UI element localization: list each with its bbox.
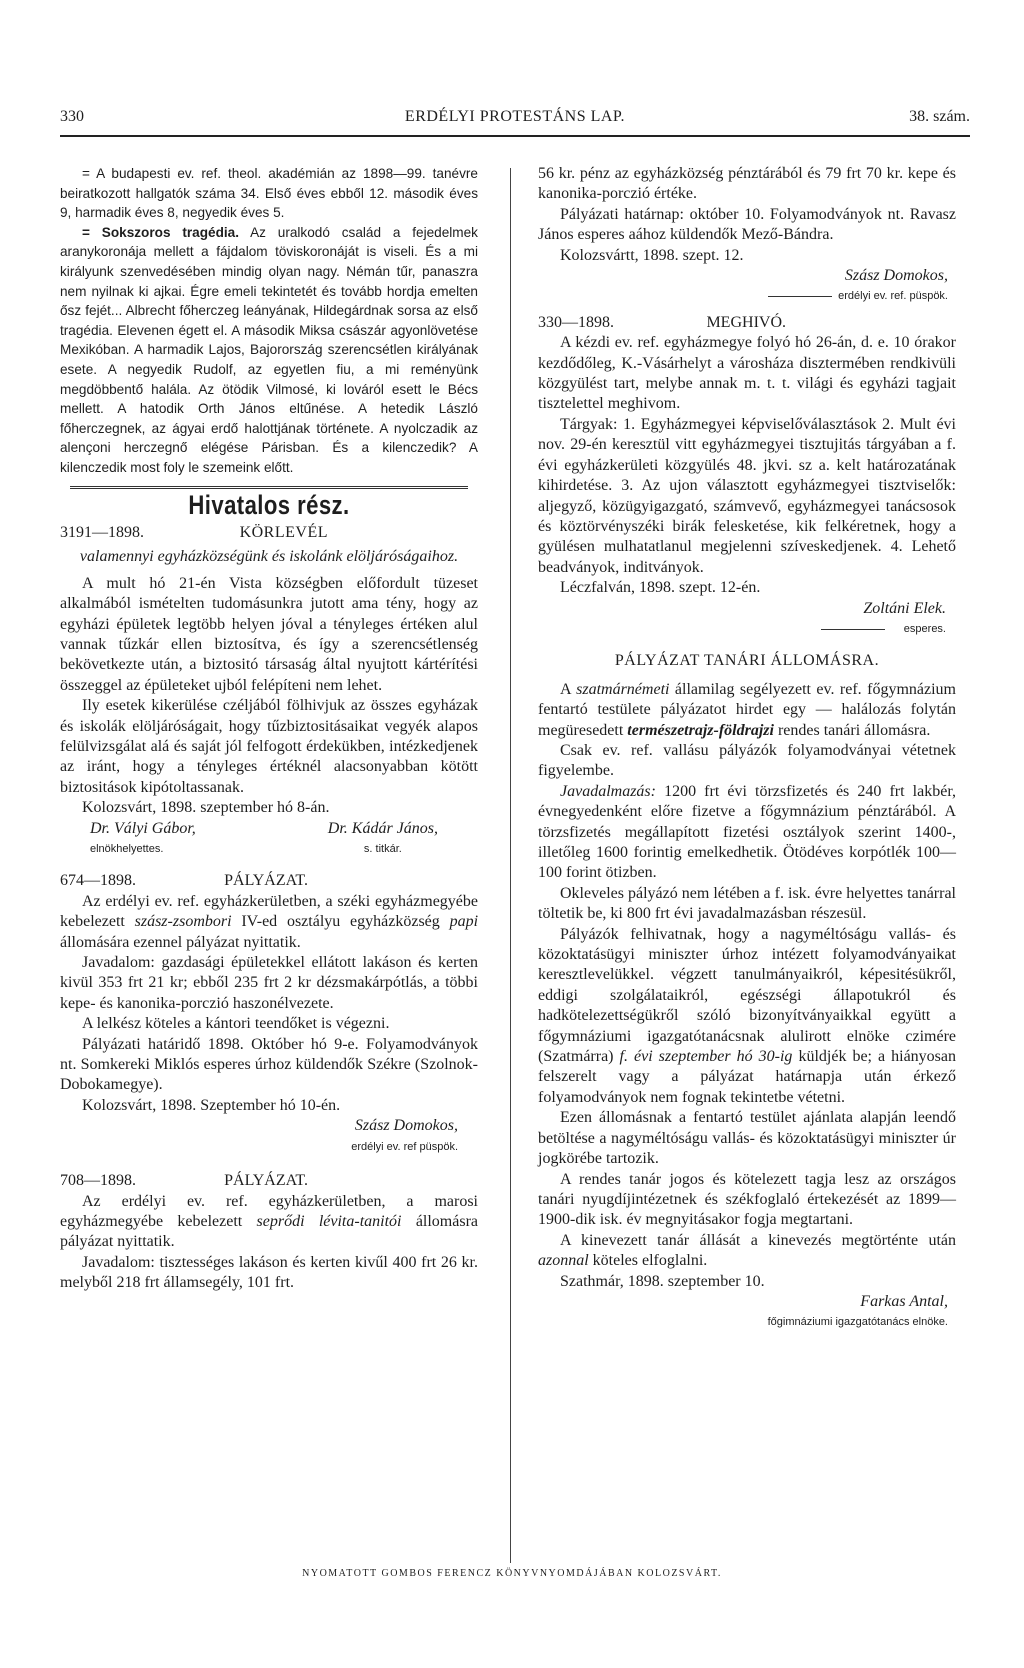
text-run: A kinevezett tanár állását a kinevezés megtörténte után — [560, 1231, 956, 1249]
signature-title-text: erdélyi ev. ref. püspök. — [838, 290, 948, 303]
invitation-number: 330—1898. — [538, 313, 614, 331]
signature-title — [538, 619, 946, 639]
circular-paragraph: Ily esetek kikerülése czéljából fölhivjuk az összes egyházak és iskolák elöljáróságait, hogy tűzbiztositásaikat vegyék alapos felülvizsgálat alá és saját jól felfogott érdekükben, intézkedjenek az iránt, hogy a tényleges értéknél alacsonyabban kötött biztositások kipótoltassanak. — [60, 697, 478, 796]
circular-title: KÖRLEVÉL — [239, 523, 328, 541]
header-rule — [60, 135, 970, 137]
signature-title — [538, 286, 948, 306]
signature-block — [538, 1292, 956, 1333]
signature-block — [328, 819, 438, 860]
post-name: papi — [449, 913, 479, 931]
text-run: állomására ezennel pályázat nyittatik. — [60, 933, 301, 951]
signature-block — [538, 266, 956, 307]
signature-title: erdélyi ev. ref püspök. — [351, 1140, 458, 1153]
signature-block — [538, 599, 956, 640]
announcement-date: Kolozsvárt, 1898. Szeptember hó 10-én. — [82, 1096, 341, 1114]
page-header — [60, 108, 970, 138]
circular-address: valamennyi egyházközségünk és iskolánk elöljáróságaihoz. — [79, 548, 459, 566]
signature-name: Farkas Antal, — [860, 1292, 948, 1310]
section-title: Hivatalos rész. — [188, 489, 350, 520]
teacher-post-paragraph — [538, 1231, 956, 1272]
signature-title-text: esperes. — [903, 622, 946, 635]
announcement-paragraph: Javadalom: tisztességes lakáson és kerten kivűl 400 frt 26 kr. melyből 218 frt államsegély, 101 frt. — [60, 1253, 478, 1292]
publication-title: ERDÉLYI PROTESTÁNS LAP. — [404, 108, 626, 125]
teacher-post-paragraph — [538, 782, 956, 884]
continued-date: Kolozsvártt, 1898. szept. 12. — [560, 246, 744, 264]
text-run: IV-ed osztályu egyházközség — [241, 913, 440, 931]
continued-paragraph: 56 kr. pénz az egyházközség pénztárából és 79 frt 70 kr. kepe és kanonika-porczió értéke. — [538, 165, 956, 203]
text-run: küldjék be; a hiányosan felszerelt vagy a pályázat határnapja után érkező folyamodványok nem fognak tekintetbe vétetni. — [538, 1048, 957, 1106]
invitation-paragraph: Tárgyak: 1. Egyházmegyei képviselőválasztások 2. Mult évi nov. 29-én keresztül vitt egyházmegyei tisztujitás tárgyában a f. évi egyházkerületi közgyülés 48. jkvi. sz a. kelt határozatának kihirdetése. 3. Az ujon választott egyházmegyei tisztviselők: aljegyző, közügyigazgató, számvevő, egyházmegyei tanácsosok és köztörvényszéki birák felesketése, kik felkéretnek, hogy a gyülésen mulhatatlanul megjelenni szíveskedjenek. 4. Lehető beadványok, inditványok. — [538, 415, 956, 576]
subject-name: természetrajz-földrajzi — [627, 721, 774, 739]
circular-signatures — [60, 819, 478, 860]
news-item-tragedy-heading: = Sokszoros tragédia. — [82, 224, 239, 240]
text-run: A — [560, 680, 571, 698]
teacher-post-paragraph: Ezen állomásnak a fentartó testület ajánlata alapján leendő betöltése a nagyméltóságu vallás- és közoktatásügyi miniszter úr jogkörébe tartozik. — [538, 1109, 956, 1168]
signature-name: Szász Domokos, — [844, 267, 948, 285]
left-column — [60, 164, 478, 1294]
announcement-paragraph — [60, 892, 478, 953]
signature-title: főgimnáziumi igazgatótanács elnöke. — [767, 1316, 948, 1329]
announcement-heading — [60, 1171, 478, 1191]
signature-name: Dr. Vályi Gábor, — [90, 819, 196, 837]
news-item-tragedy — [60, 223, 478, 478]
teacher-post-paragraph: Csak ev. ref. vallásu pályázók folyamodványai vétetnek figyelembe. — [538, 741, 956, 780]
signature-dash — [768, 296, 832, 297]
announcement-number: 708—1898. — [60, 1172, 136, 1190]
announcement-number: 674—1898. — [60, 872, 136, 890]
deadline: f. évi szeptember hó 30-ig — [619, 1048, 793, 1066]
signature-name: Szász Domokos, — [354, 1117, 458, 1135]
post-name: seprődi lévita-tanitói — [256, 1212, 402, 1230]
signature-title: elnökhelyettes. — [90, 843, 164, 855]
circular-date: Kolozsvárt, 1898. szeptember hó 8-án. — [82, 799, 330, 817]
place-name: szatmárnémeti — [576, 680, 670, 698]
text-run: 1200 frt évi törzsfizetés és 240 frt lakbér, évnegyedenként előre fizetve a főgymnázium pénztárából. A törzsfizetés megállapított fizetési osztályok szerint 1400-, illetőleg 1600 forintig emelkedhetik. Ötödéves korpótlék 100—100 forint ötizben. — [538, 782, 956, 882]
text-run: Pályázók felhivatnak, hogy a nagyméltóságu vallás- és közoktatásügyi miniszter úrhoz intézett folyamodványaikat keresztlevelükkel. végzett tanulmányaikról, képesitésükről, eddigi szolgálataikról, egészségi állapotukról és hadkötelezettségükről szóló bizonyítványaikkal együtt a főgymnáziumi igazgatótanácsnak alulirott elnöke czimére (Szatmárra) — [538, 925, 956, 1066]
text-run: Az erdélyi ev. ref. egyházkerületben, a széki egyházmegyébe kebelezett — [60, 892, 478, 931]
continued-paragraph: Pályázati határnap: október 10. Folyamodványok nt. Ravasz János esperes aához küldendők Mező-Bándra. — [538, 205, 956, 244]
teacher-post-title: PÁLYÁZAT TANÁRI ÁLLOMÁSRA. — [614, 652, 880, 670]
teacher-post-paragraph: A rendes tanár jogos és kötelezett tagja lesz az országos tanári nyugdíjintézetnek és székfoglaló értekezését az 1899—1900-dik isk. év megnyitásakor fogja megtartani. — [538, 1170, 956, 1229]
circular-paragraph: A mult hó 21-én Vista községben előfordult tüzeset alkalmából ismételten tudomásunkra jutott ama tény, hogy az egyházi épületek legtöbb helyen jóval a tényleges értéken alul vannak tűzkár ellen biztosítva, és így a szerencsétlenség bekövetkezte után, a biztositó társaság által nyujtott kártérítési összeggel az épületeket ujból felépíteni nem lehet. — [60, 574, 478, 694]
text-run: államilag segélyezett ev. ref. főgymnázium fentartó testülete pályázatot hirdet egy — halálozás folytán megüresedett — [538, 680, 956, 739]
news-item-theology-academy: = A budapesti ev. ref. theol. akadémián az 1898—99. tanévre beiratkozott hallgatók száma 34. Első éves ebből 12. második éves 9, harmadik éves 8, negyedik éves 5. — [60, 166, 478, 221]
announcement-title: PÁLYÁZAT. — [224, 872, 308, 890]
signature-name: Zoltáni Elek. — [863, 599, 946, 617]
issue-number: 38. szám. — [909, 108, 970, 125]
invitation-date: Léczfalván, 1898. szept. 12-én. — [560, 579, 761, 597]
circular-number: 3191—1898. — [60, 523, 144, 541]
printer-imprint: NYOMATOTT GOMBOS FERENCZ KÖNYVNYOMDÁJÁBAN KOLOZSVÁRT. — [302, 1568, 722, 1579]
signature-dash — [821, 629, 885, 630]
text-run: Az erdélyi ev. ref. egyházkerületben, a marosi egyházmegyébe kebelezett — [60, 1192, 478, 1230]
invitation-title: MEGHIVÓ. — [706, 313, 786, 331]
signature-block — [90, 819, 196, 860]
signature-name: Dr. Kádár János, — [327, 819, 438, 837]
signature-block — [60, 1116, 478, 1157]
emphasis: azonnal — [538, 1252, 589, 1270]
page-number: 330 — [60, 108, 84, 125]
announcement-paragraph: A lelkész köteles a kántori teendőket is végezni. — [82, 1015, 390, 1033]
news-item-tragedy-body: Az uralkodó család a fejedelmek aranykoronája mellett a fájdalom töviskoronáját is viseli. És a mi királyunk szenvedésében mindig olyan nagy. Némán tűr, panaszra nem nyilnak ki ajkai. Égre emeli tekintetét és tovább hordja emelten ősz fejét... Albrecht főherczeg leányának, Hildegárdnak sorsa az első tragédia. Elevenen égett el. A második Miksa császár agyonlövetése Mexikóban. A harmadik Lajos, Bajorország szerencsétlen királyának esete. A negyedik Rudolf, az egyetlen fiu, a mi reményünk megdöbbentő halála. Az ötödik Vilmosé, ki lováról esett le Bécs mellett. A hatodik Orth János eltűnése. A hetedik László főherczegnek, az ágyai erdő halottjának története. A nyolczadik az alençoni herczegnő elégése Párisban. És a kilenczedik? A kilenczedik most foly le szemeink előtt. — [60, 224, 478, 475]
invitation-paragraph: A kézdi ev. ref. egyházmegye folyó hó 26-án, d. e. 10 órakor kezdődőleg, K.-Vásárhelyt a városháza disztermében rendkivüli közgyülést tart, melybe annak m. t. t. világi és egyházi tagjait tisztelettel meghivom. — [538, 334, 956, 413]
column-divider — [510, 168, 511, 1563]
teacher-post-paragraph — [538, 680, 956, 741]
announcement-paragraph — [60, 1192, 478, 1253]
circular-heading — [60, 523, 478, 543]
signature-title: s. titkár. — [363, 843, 402, 855]
right-column — [538, 164, 956, 1333]
section-separator — [70, 486, 468, 489]
announcement-paragraph: Javadalom: gazdasági épületekkel ellátott lakáson és kerten kivül 353 frt 21 kr; ebből 235 frt 2 kr dézsmakárpótlás, a többi kepe- és kanonika-porczió haszonélvezete. — [60, 954, 478, 1012]
teacher-post-paragraph: Okleveles pályázó nem létében a f. isk. évre helyettes tanárral töltetik be, ki 800 frt évi javadalmazásban részesül. — [538, 884, 956, 923]
place-name: szász-zsombori — [134, 913, 232, 931]
invitation-heading — [538, 313, 956, 333]
text-run: állomásra pályázat nyittatik. — [60, 1212, 479, 1251]
announcement-paragraph: Pályázati határidő 1898. Október hó 9-e. Folyamodványok nt. Somkereki Miklós esperes úrhoz küldendők Székre (Szolnok-Dobokamegye). — [60, 1035, 478, 1094]
text-run: köteles elfoglalni. — [592, 1252, 708, 1270]
announcement-heading — [60, 871, 478, 891]
text-run: rendes tanári állomásra. — [777, 721, 931, 739]
teacher-post-date: Szathmár, 1898. szeptember 10. — [560, 1272, 765, 1290]
announcement-title: PÁLYÁZAT. — [224, 1172, 308, 1190]
salary-label: Javadalmazás: — [560, 782, 656, 800]
teacher-post-paragraph — [538, 925, 956, 1109]
